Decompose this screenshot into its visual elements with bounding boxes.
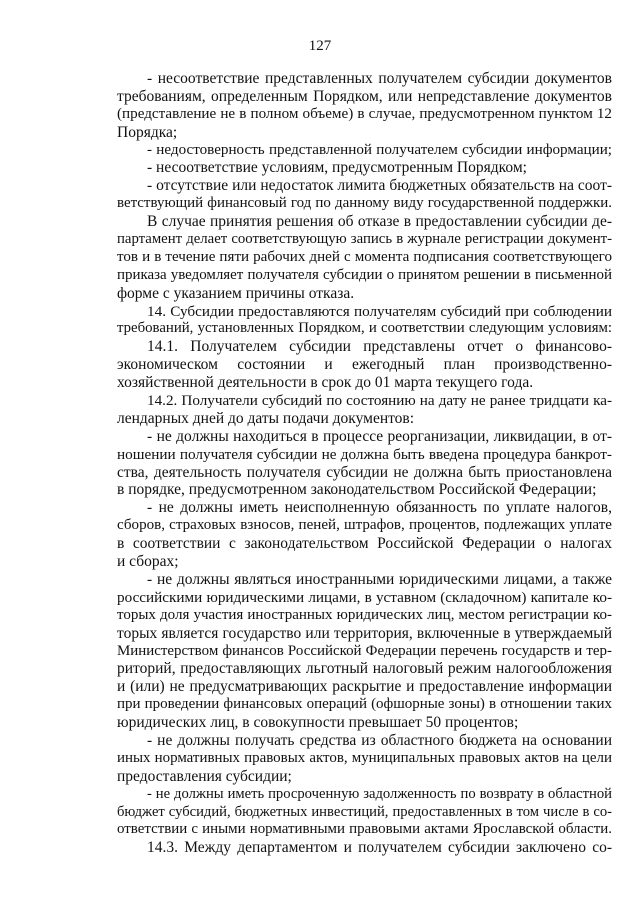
text-line: ношении получателя субсидии не должна быть введена процедура банкрот- [117, 445, 612, 463]
text-line: 14.2. Получатели субсидий по состоянию на дату не ранее тридцати ка- [147, 392, 612, 410]
text-line: - не должны иметь просроченную задолженность по возврату в областной [147, 785, 612, 802]
text-line: предоставления субсидии; [117, 767, 292, 785]
text-line: тов и в течение пяти рабочих дней с момента подписания соответствующего [117, 248, 612, 265]
text-line: бюджет субсидий, бюджетных инвестиций, предоставленных в том числе в со- [117, 803, 612, 820]
text-line: и (или) не предусматривающих раскрытие и предоставление информации [117, 678, 612, 696]
text-line: российскими юридическими лицами, в уставном (складочном) капитале ко- [117, 588, 612, 606]
text-line: - несоответствие условиям, предусмотренным Порядком; [147, 159, 527, 177]
text-line: риторий, предоставляющих льготный налоговый режим налогообложения [117, 660, 612, 678]
text-line: - не должны получать средства из областного бюджета на основании [147, 731, 612, 749]
text-line: экономическом состоянии и ежегодный план производственно- [117, 356, 612, 374]
text-line: при проведении финансовых операций (офшорные зоны) в отношении таких [117, 696, 612, 713]
text-line: - несоответствие представленных получателем субсидии документов [147, 70, 612, 87]
text-line: требований, установленных Порядком, и соответствии следующим условиям: [117, 320, 612, 337]
text-line: (представление не в полном объеме) в случае, предусмотренном пунктом 12 [117, 105, 612, 122]
text-line: торых доля участия иностранных юридических лиц, местом регистрации ко- [117, 606, 612, 623]
text-line: - не должны иметь неисполненную обязанность по уплате налогов, [147, 499, 612, 517]
text-line: в порядке, предусмотренном законодательством Российской Федерации; [117, 481, 597, 499]
text-line: лендарных дней до даты подачи документов: [117, 409, 415, 427]
text-line: и сборах; [117, 553, 179, 571]
text-line: юридических лиц, в совокупности превышает 50 процентов; [117, 714, 519, 732]
text-line: в соответствии с законодательством Российской Федерации о налогах [117, 535, 612, 553]
text-line: партамент делает соответствующую запись в журнале регистрации документ- [117, 231, 612, 248]
text-line: 14.1. Получателем субсидии представлены отчет о финансово- [147, 338, 612, 356]
text-line: хозяйственной деятельности в срок до 01 марта текущего года. [117, 374, 534, 392]
text-line: форме с указанием причины отказа. [117, 284, 355, 302]
text-line: приказа уведомляет получателя субсидии о принятом решении в письменной [117, 266, 612, 283]
body-text [117, 70, 612, 857]
text-line: 14. Субсидии предоставляются получателям субсидий при соблюдении [147, 302, 612, 320]
text-line: - недостоверность представленной получателем субсидии информации; [147, 141, 612, 158]
page-number: 127 [308, 38, 332, 54]
text-line: торых является государство или территория, включенные в утверждаемый [117, 624, 612, 642]
text-line: Порядка; [117, 123, 178, 141]
text-line: иных нормативных правовых актов, муниципальных правовых актов на цели [117, 749, 612, 766]
text-line: 14.3. Между департаментом и получателем субсидии заключено со- [147, 839, 612, 857]
text-line: В случае принятия решения об отказе в предоставлении субсидии де- [147, 213, 612, 231]
text-line: - не должны находиться в процессе реорганизации, ликвидации, в от- [147, 427, 612, 445]
text-line: - отсутствие или недостаток лимита бюджетных обязательств на соот- [147, 177, 612, 195]
text-line: требованиям, определенным Порядком, или непредставление документов [117, 87, 612, 105]
text-line: - не должны являться иностранными юридическими лицами, а также [147, 570, 612, 588]
text-line: ветствующий финансовый год по данному виду государственной поддержки. [117, 195, 612, 212]
text-line: ства, деятельность получателя субсидии не должна быть приостановлена [117, 463, 612, 481]
text-line: сборов, страховых взносов, пеней, штрафов, процентов, подлежащих уплате [117, 517, 612, 534]
text-line: ответствии с иными нормативными правовыми актами Ярославской области. [117, 821, 612, 838]
text-line: Министерством финансов Российской Федерации перечень государств и тер- [117, 642, 612, 659]
